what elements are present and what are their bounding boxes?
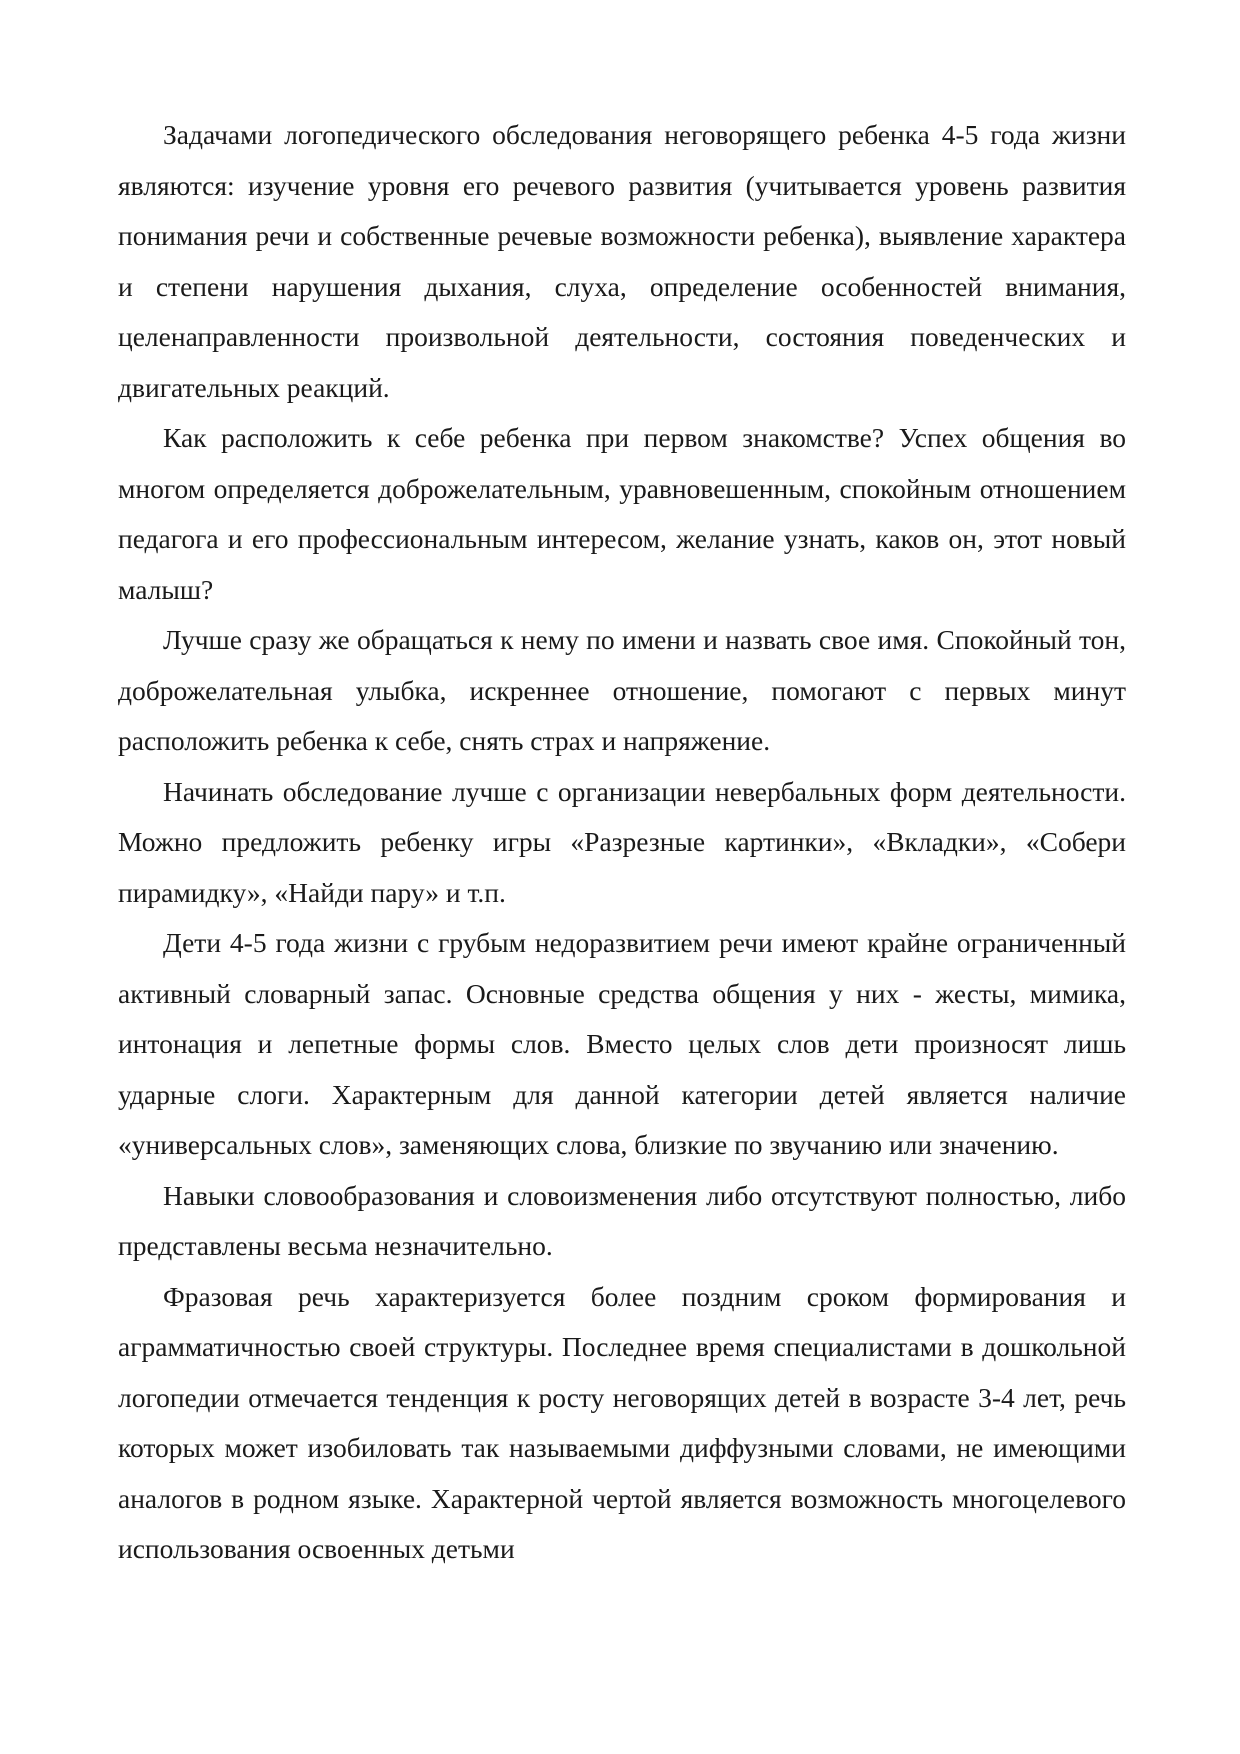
paragraph: Лучше сразу же обращаться к нему по имени и назвать свое имя. Спокойный тон, доброжелательная улыбка, искреннее отношение, помогают с первых минут расположить ребенка к себе, снять страх и напряжение.: [118, 624, 1126, 756]
paragraph: Дети 4-5 года жизни с грубым недоразвитием речи имеют крайне ограниченный активный словарный запас. Основные средства общения у них - жесты, мимика, интонация и лепетные формы слов. Вместо целых слов дети произносят лишь ударные слоги. Характерным для данной категории детей является наличие «универсальных слов», заменяющих слова, близкие по звучанию или значению.: [118, 927, 1126, 1160]
body-text: [118, 110, 1126, 1575]
paragraph: Фразовая речь характеризуется более поздним сроком формирования и аграмматичностью своей структуры. Последнее время специалистами в дошкольной логопедии отмечается тенденция к росту неговорящих детей в возрасте 3-4 лет, речь которых может изобиловать так называемыми диффузными словами, не имеющими аналогов в родном языке. Характерной чертой является возможность многоцелевого использования освоенных детьми: [118, 1280, 1126, 1564]
paragraph: Как расположить к себе ребенка при первом знакомстве? Успех общения во многом определяется доброжелательным, уравновешенным, спокойным отношением педагога и его профессиональным интересом, желание узнать, каков он, этот новый малыш?: [118, 422, 1126, 605]
paragraph: Навыки словообразования и словоизменения либо отсутствуют полностью, либо представлены весьма незначительно.: [118, 1179, 1126, 1261]
paragraph: Задачами логопедического обследования неговорящего ребенка 4-5 года жизни являются: изучение уровня его речевого развития (учитывается уровень развития понимания речи и собственные речевые возможности ребенка), выявление характера и степени нарушения дыхания, слуха, определение особенностей внимания, целенаправленности произвольной деятельности, состояния поведенческих и двигательных реакций.: [118, 119, 1126, 403]
paragraph: Начинать обследование лучше с организации невербальных форм деятельности. Можно предложить ребенку игры «Разрезные картинки», «Вкладки», «Собери пирамидку», «Найди пару» и т.п.: [118, 775, 1126, 908]
